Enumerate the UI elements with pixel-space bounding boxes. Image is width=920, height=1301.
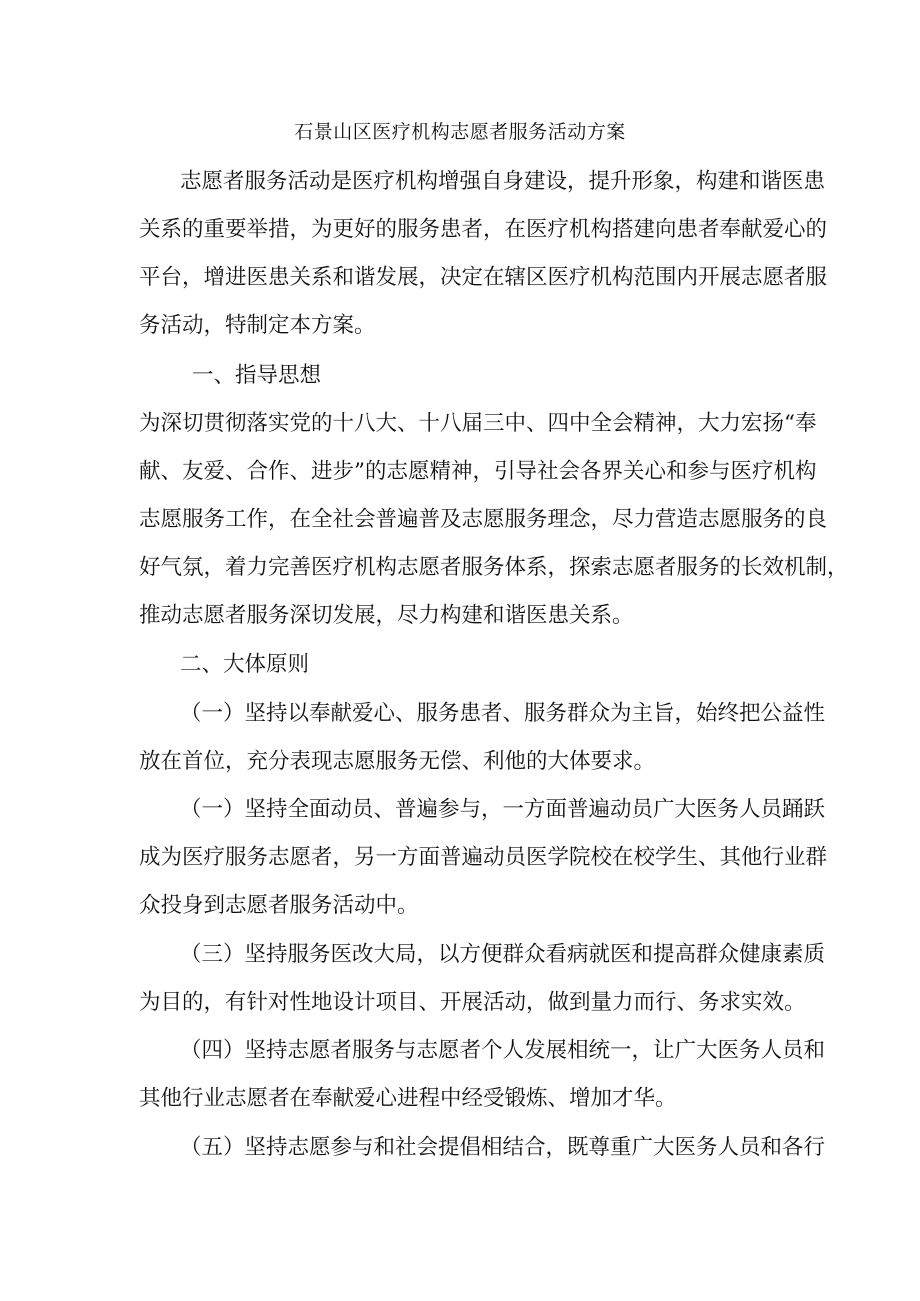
document-title: 石景山区医疗机构志愿者服务活动方案 [294,121,626,143]
paragraph-line: 务活动，特制定本方案。 [139,313,376,338]
paragraph-line: 成为医疗服务志愿者，另一方面普遍动员医学院校在校学生、其他行业群 [139,845,828,870]
paragraph-line: 为深切贯彻落实党的十八大、十八届三中、四中全会精神，大力宏扬“奉 [139,411,817,436]
section-heading: 二、大体原则 [180,652,310,677]
section-heading: 一、指导思想 [192,363,322,388]
paragraph-line: 平台，增进医患关系和谐发展，决定在辖区医疗机构范围内开展志愿者服 [139,265,828,290]
paragraph-line: 志愿者服务活动是医疗机构增强自身建设，提升形象，构建和谐医患 [180,169,826,194]
paragraph-line: 放在首位，充分表现志愿服务无偿、利他的大体要求。 [139,749,656,774]
paragraph-line: 推动志愿者服务深切发展，尽力构建和谐医患关系。 [139,603,634,628]
paragraph-line: 为目的，有针对性地设计项目、开展活动，做到量力而行、务求实效。 [139,990,806,1015]
paragraph-line: 其他行业志愿者在奉献爱心进程中经受锻炼、增加才华。 [139,1086,677,1111]
paragraph-line: 好气氛，着力完善医疗机构志愿者服务体系，探索志愿者服务的长效机制， [139,555,849,580]
paragraph-line: 关系的重要举措，为更好的服务患者，在医疗机构搭建向患者奉献爱心的 [139,217,828,242]
paragraph-line: （一）坚持以奉献爱心、服务患者、服务群众为主旨，始终把公益性 [180,701,826,726]
paragraph-line: 众投身到志愿者服务活动中。 [139,893,419,918]
paragraph-line: （一）坚持全面动员、普遍参与，一方面普遍动员广大医务人员踊跃 [180,797,826,822]
paragraph-line: （五）坚持志愿参与和社会提倡相结合，既尊重广大医务人员和各行 [180,1135,826,1160]
paragraph-line: （三）坚持服务医改大局，以方便群众看病就医和提高群众健康素质 [180,942,826,967]
paragraph-line: 志愿服务工作，在全社会普遍普及志愿服务理念，尽力营造志愿服务的良 [139,507,828,532]
paragraph-line: 献、友爱、合作、进步”的志愿精神，引导社会各界关心和参与医疗机构 [139,459,817,484]
paragraph-line: （四）坚持志愿者服务与志愿者个人发展相统一，让广大医务人员和 [180,1038,826,1063]
